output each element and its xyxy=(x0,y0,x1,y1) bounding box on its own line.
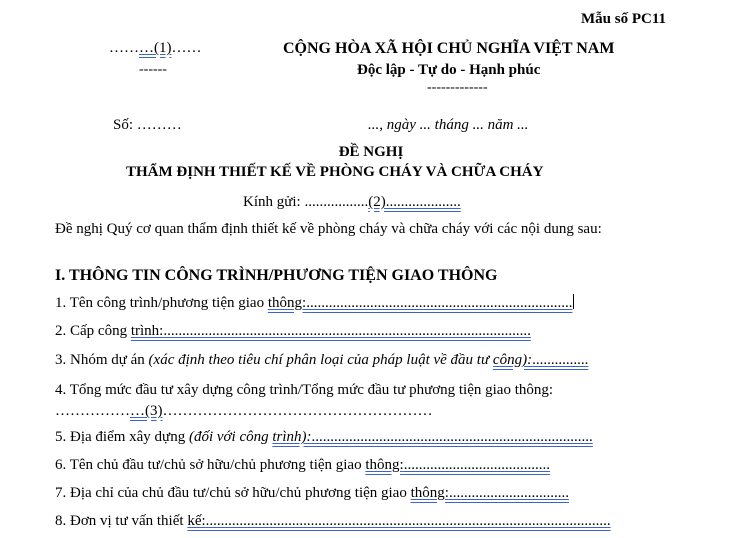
agency-ref: …(1) xyxy=(139,40,172,56)
agency-name xyxy=(109,40,202,57)
item-3-field[interactable]: công):............... xyxy=(492,352,589,368)
item-3 xyxy=(55,352,588,369)
item-3-label: 3. Nhóm dự án xyxy=(55,352,149,368)
agency-dots-left: …… xyxy=(109,40,139,56)
recipient-line xyxy=(243,194,461,211)
item-2-label: 2. Cấp công xyxy=(55,323,131,339)
item-2-field[interactable]: trình:.................................................................................................. xyxy=(130,323,531,339)
item-7-field[interactable]: thông:................................ xyxy=(410,485,569,501)
item-4 xyxy=(55,380,675,422)
item-3-note: (xác định theo tiêu chí phân loại của pháp luật về đầu tư xyxy=(148,352,493,368)
item-4-field[interactable]: ………………(3)……………………………………………… xyxy=(55,403,433,419)
item-4-ref: …(3) xyxy=(130,403,163,419)
item-8-label: 8. Đơn vị tư vấn thiết xyxy=(55,513,188,529)
recipient-label: Kính gửi: ................. xyxy=(243,194,369,210)
item-8-field[interactable]: kế:............................................................................................................ xyxy=(187,513,611,529)
agency-divider: ------ xyxy=(139,62,167,77)
item-5-field[interactable]: trình):........................................................................... xyxy=(272,429,593,445)
item-1 xyxy=(55,294,574,312)
motto-divider: ------------- xyxy=(427,80,488,95)
item-5-note: (đối với công xyxy=(188,429,273,445)
item-4-label: 4. Tổng mức đầu tư xây dựng công trình/Tổng mức đầu tư phương tiện giao thông: xyxy=(55,382,554,398)
intro-paragraph: Đề nghị Quý cơ quan thẩm định thiết kế về phòng cháy và chữa cháy với các nội dung sau: xyxy=(55,221,602,237)
form-code: Mẫu số PC11 xyxy=(581,11,667,27)
item-2 xyxy=(55,323,531,340)
item-1-label: 1. Tên công trình/phương tiện giao xyxy=(55,295,268,311)
text-cursor xyxy=(573,294,574,309)
item-6 xyxy=(55,457,550,474)
item-8 xyxy=(55,513,611,530)
item-6-field[interactable]: thông:....................................... xyxy=(365,457,550,473)
document-number: Số: ……… xyxy=(113,117,182,133)
item-5-label: 5. Địa điểm xây dựng xyxy=(55,429,189,445)
item-6-label: 6. Tên chủ đầu tư/chủ sở hữu/chủ phương tiện giao xyxy=(55,457,366,473)
recipient-ref: (2).................... xyxy=(368,194,461,210)
item-7 xyxy=(55,485,569,502)
document-subtitle: THẨM ĐỊNH THIẾT KẾ VỀ PHÒNG CHÁY VÀ CHỮA CHÁY xyxy=(126,164,544,180)
nation-title: CỘNG HÒA XÃ HỘI CHỦ NGHĨA VIỆT NAM xyxy=(283,40,615,57)
item-5 xyxy=(55,429,593,446)
agency-dots-right: …… xyxy=(171,40,202,56)
document-title: ĐỀ NGHỊ xyxy=(338,144,404,160)
document-date: ..., ngày ... tháng ... năm ... xyxy=(368,117,529,133)
section-heading: I. THÔNG TIN CÔNG TRÌNH/PHƯƠNG TIỆN GIAO THÔNG xyxy=(55,267,498,284)
item-7-label: 7. Địa chỉ của chủ đầu tư/chủ sở hữu/chủ phương tiện giao xyxy=(55,485,411,501)
item-1-field[interactable]: thông:....................................................................... xyxy=(267,295,573,311)
motto: Độc lập - Tự do - Hạnh phúc xyxy=(357,62,541,78)
